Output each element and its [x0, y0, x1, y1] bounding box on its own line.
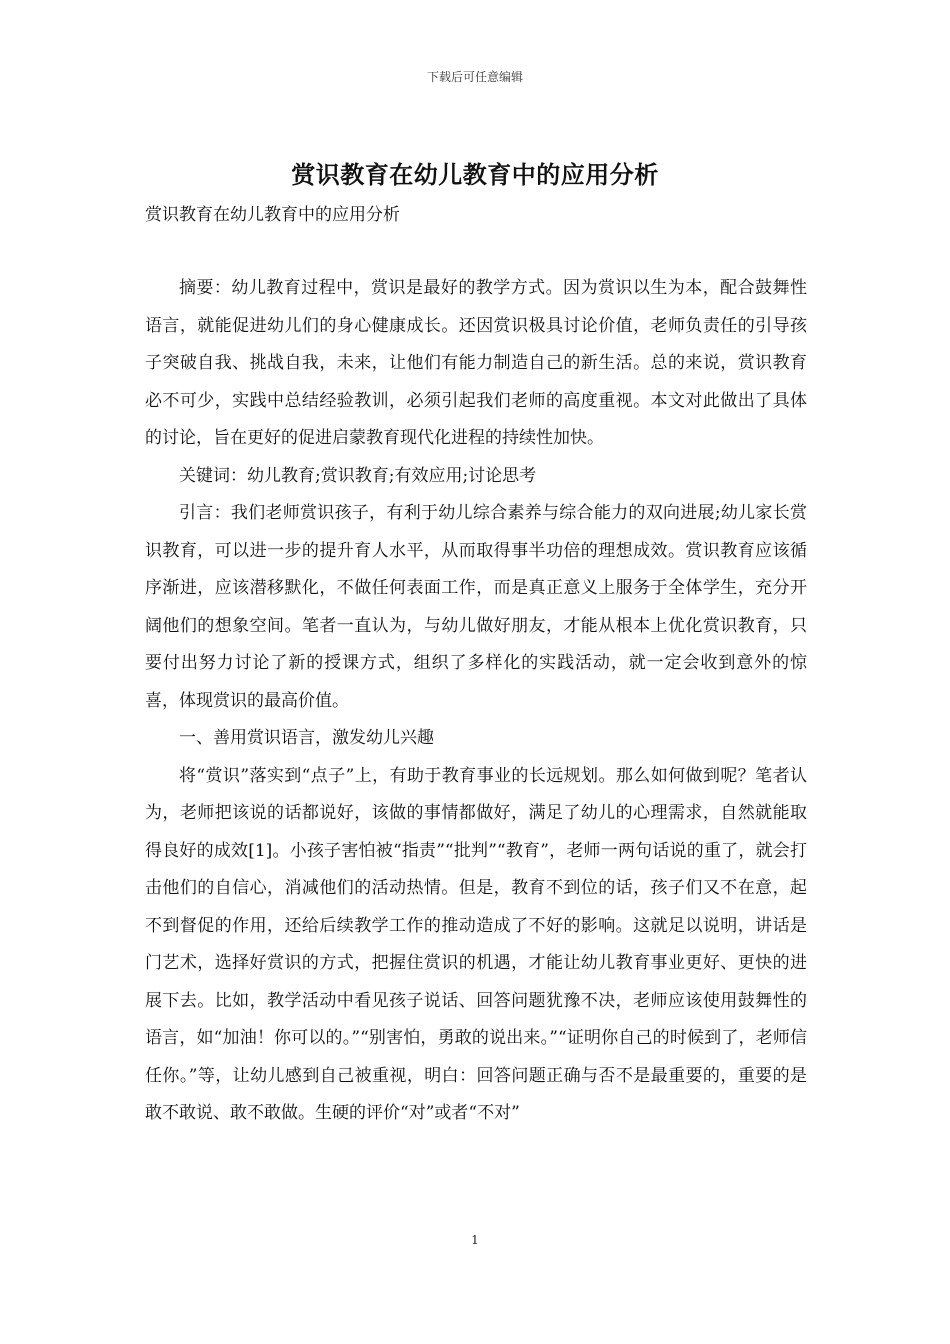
- section-1-paragraph: 将“赏识”落实到“点子”上，有助于教育事业的长远规划。那么如何做到呢？笔者认为，老师把该说的话都说好，该做的事情都做好，满足了幼儿的心理需求，自然就能取得良好的成效[1]。小孩子害怕被“指责”“批判”“教育”，老师一两句话说的重了，就会打击他们的自信心，消减他们的活动热情。但是，教育不到位的话，孩子们又不在意，起不到督促的作用，还给后续教学工作的推动造成了不好的影响。这就足以说明，讲话是门艺术，选择好赏识的方式，把握住赏识的机遇，才能让幼儿教育事业更好、更快的进展下去。比如，教学活动中看见孩子说话、回答问题犹豫不决，老师应该使用鼓舞性的语言，如“加油！你可以的。”“别害怕，勇敢的说出来。”“证明你自己的时候到了，老师信任你。”等，让幼儿感到自己被重视，明白：回答问题正确与否不是最重要的，重要的是敢不敢说、敢不敢做。生硬的评价“对”或者“不对”: [145, 765, 807, 1123]
- page-number: 1: [471, 1233, 479, 1247]
- keywords-paragraph: 关键词：幼儿教育;赏识教育;有效应用;讨论思考: [179, 465, 537, 486]
- header-note: 下载后可任意编辑: [426, 70, 523, 84]
- section-heading-1: 一、善用赏识语言，激发幼儿兴趣: [179, 728, 434, 748]
- document-title: 赏识教育在幼儿教育中的应用分析: [291, 160, 659, 189]
- abstract-paragraph: 摘要：幼儿教育过程中，赏识是最好的教学方式。因为赏识以生为本，配合鼓舞性语言，就能促进幼儿们的身心健康成长。还因赏识极具讨论价值，老师负责任的引导孩子突破自我、挑战自我，未来，让他们有能力制造自己的新生活。总的来说，赏识教育必不可少，实践中总结经验教训，必须引起我们老师的高度重视。本文对此做出了具体的讨论，旨在更好的促进启蒙教育现代化进程的持续性加快。: [145, 278, 807, 448]
- document-subtitle: 赏识教育在幼儿教育中的应用分析: [145, 205, 400, 225]
- introduction-paragraph: 引言：我们老师赏识孩子，有利于幼儿综合素养与综合能力的双向进展;幼儿家长赏识教育，可以进一步的提升育人水平，从而取得事半功倍的理想成效。赏识教育应该循序渐进，应该潜移默化，不做任何表面工作，而是真正意义上服务于全体学生，充分开阔他们的想象空间。笔者一直认为，与幼儿做好朋友，才能从根本上优化赏识教育，只要付出努力讨论了新的授课方式，组织了多样化的实践活动，就一定会收到意外的惊喜，体现赏识的最高价值。: [145, 503, 807, 711]
- document-body: [145, 270, 807, 1133]
